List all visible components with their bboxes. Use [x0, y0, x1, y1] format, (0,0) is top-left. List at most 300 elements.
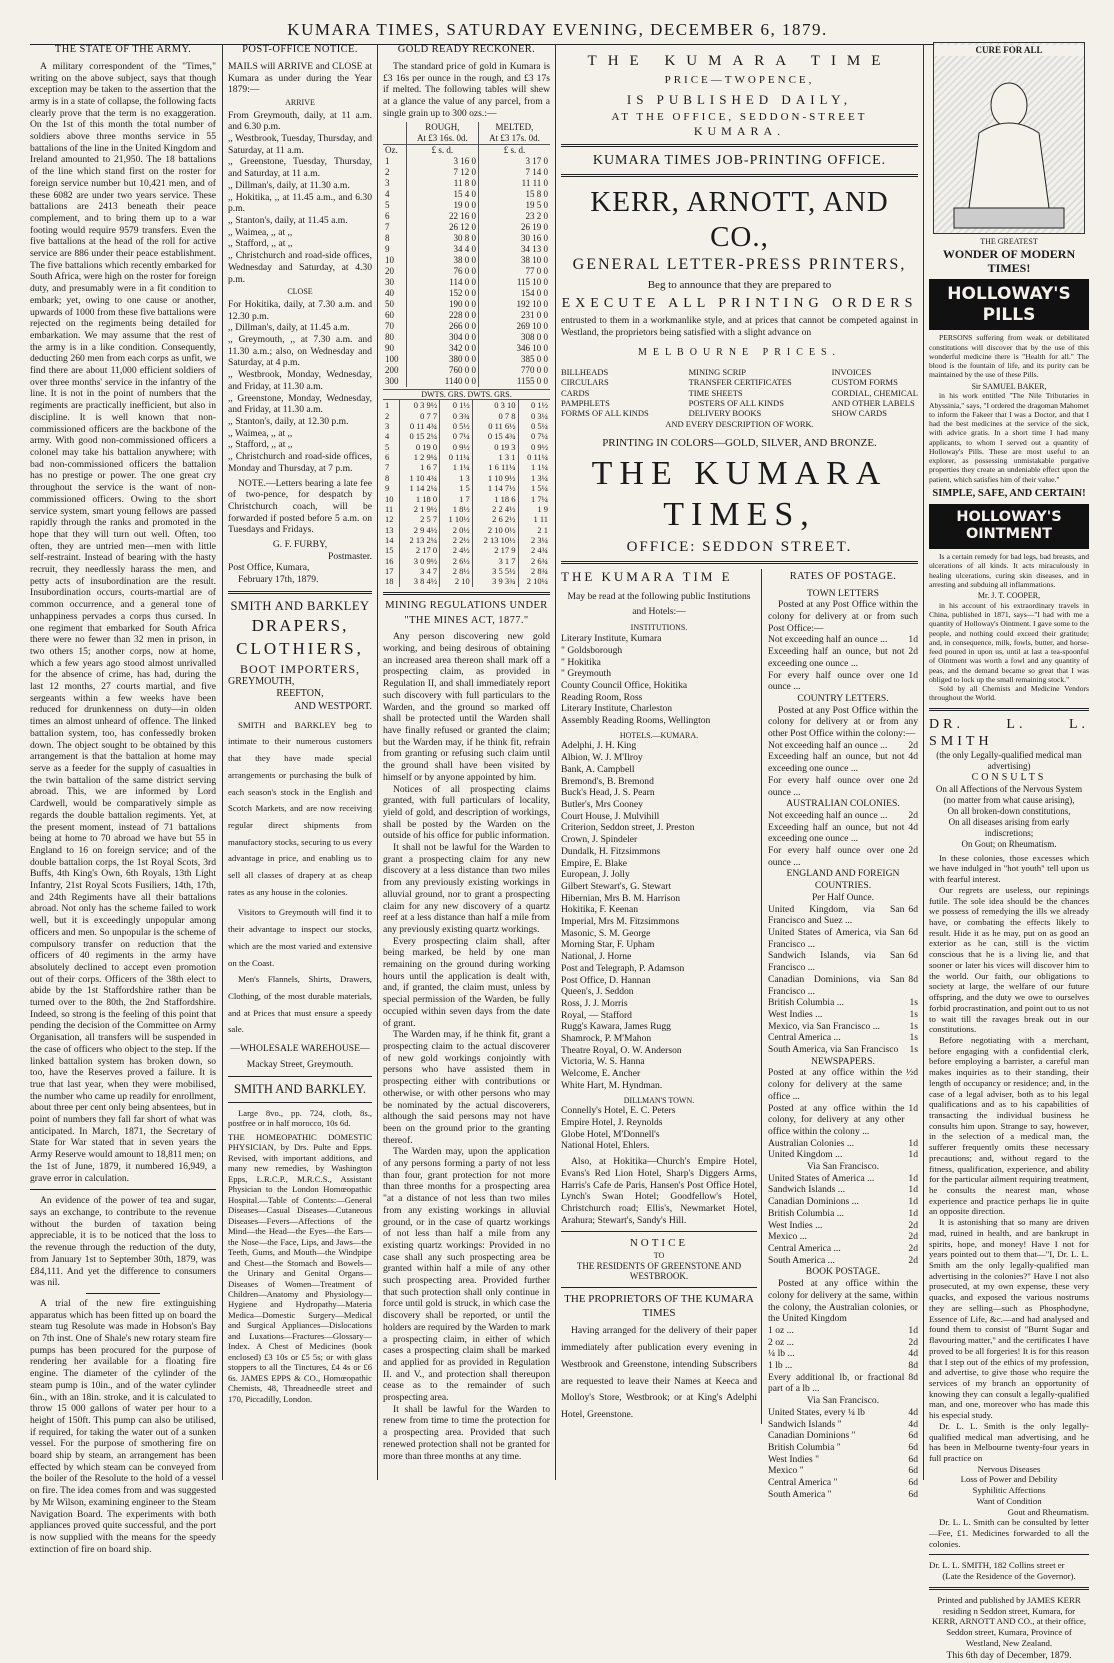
gold-cell: 30 16 0 [478, 233, 550, 244]
gold-dwt-cell: 1 3¼ [518, 473, 550, 483]
print-items [561, 367, 918, 419]
gold-cell: 152 0 0 [406, 288, 478, 299]
hotel-item: Hibernian, Mrs B. M. Harrison [561, 892, 681, 904]
column-rule [555, 44, 556, 1480]
postage-row [768, 927, 918, 950]
gold-dwt-cell: 1 11 [518, 514, 550, 524]
gold-row [383, 233, 550, 244]
postage-rate: 1s [909, 1044, 918, 1056]
gold-dwt-cell: 1 6 11¼ [472, 462, 518, 472]
postage-row [768, 1103, 918, 1138]
gold-table: ROUGH, At £3 16s. 0d. MELTED, At £3 17s. 0d. Oz. £ s. d. £ s. d. 1 3 16 0 3 17 0 2 7 12 0 7 14 0 3 11 8 0 11 11 0 4 15 4 0 15 8 0 5 19 0 0 19 5 0 6 22 16 0 23 2 0 7 26 12 0 26 19 0 8 30 8 0 30 16 0 9 34 4 0 34 13 0 10 38 0 0 38 10 0 20 76 0 0 77 0 0 30 114 0 0 115 10 0 40 152 0 0 154 0 0 50 190 0 0 192 10 0 60 228 0 0 231 0 0 70 266 0 0 269 10 0 80 304 0 0 308 0 0 90 342 0 0 346 10 0 100 380 0 0 385 0 0 200 760 0 0 770 0 0 300 1140 0 0 1155 0 0 [385, 122, 548, 386]
smith-loc1: GREYMOUTH, [228, 676, 295, 688]
hotel-item: Post and Telegraph, P. Adamson [561, 962, 685, 974]
gold-dwt-row [383, 483, 550, 493]
postage-rate: 1s [909, 997, 918, 1009]
gold-dwt-cell: 18 [385, 576, 394, 587]
smith-clothiers: CLOTHIERS, [236, 638, 364, 658]
gold-dwt-cell: 12 [385, 514, 394, 525]
postage-row [768, 646, 918, 669]
mining-paragraph: It shall not be lawful for the Warden to grant a prospecting claim for any new discovery at a less distance than two miles from any previously existing workings in alluvial ground, nor to grant a prospecting claim for any new discovery of a quartz reef at a less distance than half a mile from any previously existing quartz workings. [383, 842, 550, 935]
gold-cell: 22 16 0 [406, 211, 478, 222]
postage-heading: ENGLAND AND FOREIGN COUNTRIES. [786, 868, 900, 892]
postage-desc: Posted at any office within the colony for delivery at the same office ... [768, 1067, 902, 1102]
print-item: MINING SCRIP [688, 367, 746, 378]
postage-rate: 6d [908, 1441, 918, 1453]
dillman-item: Connelly's Hotel, E. C. Peters [561, 1105, 676, 1117]
hotel-item: Empire, E. Blake [561, 857, 628, 869]
postage-row [768, 1067, 918, 1102]
gold-dwt-cell: 0 9½ [518, 442, 550, 452]
smith-title: SMITH AND BARKLEY [230, 598, 370, 613]
postage-desc: United States of America, via San Francisco ... [768, 927, 905, 950]
gold-cell: 3 17 0 [478, 156, 550, 167]
gold-cell: 346 10 0 [478, 343, 550, 354]
gold-cell: 2 [385, 167, 390, 178]
gold-dwt-row [383, 576, 550, 586]
kerr-title: KERR, ARNOTT, AND CO., [590, 185, 889, 254]
gold-dwt-cell: 0 11¼ [518, 452, 550, 462]
postage-rate: 2d [908, 1254, 918, 1266]
gold-dwt-cell: 1 9 [518, 504, 550, 514]
kerr-body: entrusted to them in a workmanlike style, and at prices that cannot be competed against in Westland, the proprietors being satisfied with a slight advance on [561, 315, 918, 339]
postage-intro: Posted at any Post Office within the colony for delivery at or from any other Post Office within the colony:— [768, 704, 918, 740]
gold-dwt-cell: 2 6½ [440, 556, 473, 566]
gold-dwt-row [383, 535, 550, 545]
oint-body: Is a certain remedy for bad legs, bad breasts, and ulcerations of all kinds. It acts miraculously in healing ulcerations, curing skin diseases, and in arresting and subduing all inflammations. [929, 552, 1089, 589]
postage-rate: 6d [908, 1488, 918, 1500]
postage-rate: 1s [909, 1008, 918, 1020]
gold-row [383, 343, 550, 354]
gold-cell: 30 8 0 [406, 233, 478, 244]
gold-dwt-cell: 1 6 7 [399, 462, 440, 472]
mining-title: MINING REGULATIONS UNDER [385, 599, 548, 611]
postage-desc: 1 oz ... [768, 1324, 794, 1336]
gold-row [383, 222, 550, 233]
hotel-item: Bank, A. Campbell [561, 763, 635, 775]
cure-for-all: CURE FOR ALL [934, 45, 1084, 56]
hotel-item: National, J. Horne [561, 951, 632, 963]
gold-dwt-cell: 1 10 4¾ [399, 473, 440, 483]
postage-rate: ½d [906, 1067, 918, 1079]
postage-row [768, 950, 918, 973]
gold-cell: 70 [385, 320, 394, 331]
postage-row [768, 1255, 918, 1267]
postage-rate: 1d [908, 1137, 918, 1149]
gold-cell: 3 16 0 [406, 156, 478, 167]
gold-row [383, 310, 550, 321]
simple-safe: SIMPLE, SAFE, AND CERTAIN! [932, 487, 1086, 499]
inst-also: Also, at Hokitika—Church's Empire Hotel, Evans's Red Lion Hotel, Sharp's Diggers Arms, Harris's Cafe de Paris, Hansen's Post Office Hotel, Lynch's Swan Hotel; Goodfellow's Hotel, Christchurch road; Ellis's, Newmarket Hotel, Arahura; Stewart's, Sandy's Hill. [561, 1156, 757, 1226]
close-item: ,, Greenstone, Monday, Wednesday, and Friday, at 11.30 a.m. [228, 392, 372, 416]
close-heading: CLOSE [287, 287, 313, 297]
gold-dwt-cell: 0 3 9½ [399, 400, 440, 410]
gold-dwt-cell: 2 4¾ [518, 545, 550, 555]
arrive-item: From Greymouth, daily, at 11 a.m. and 6.30 p.m. [228, 109, 372, 133]
tea-paragraph: An evidence of the power of tea and sugar, says an exchange, to contribute to the revenue without the burden of taxation being appreciable, it is to be noticed that the loss to the revenue through the reduction of the duty, from January 1st to September 30th, 1879, was £84,111. And yet the difference to consumers was nil. [30, 1195, 216, 1289]
gold-intro: The standard price of gold in Kumara is £3 16s per ounce in the rough, and £3 17s if melted. The following tables will shew at a glance the value of any parcel, from a single grain up to 300 ozs.:— [383, 60, 550, 119]
hotel-item: Victoria, W. S. Hanna [561, 1056, 645, 1068]
gold-dwt-cell: 1 7 [440, 494, 473, 504]
postage-rate: 4d [908, 751, 918, 763]
print-item: INVOICES [831, 367, 872, 378]
gold-dwt-cell: 2 3¼ [518, 535, 550, 545]
postage-row [768, 751, 918, 774]
gold-cell: 23 2 0 [478, 211, 550, 222]
postage-rate: 4d [908, 1418, 918, 1430]
gold-dwt-cell: 2 8¾ [518, 566, 550, 576]
greatest: THE GREATEST [980, 237, 1038, 246]
dillman-item: Empire Hotel, J. Reynolds [561, 1117, 663, 1129]
hotel-item: Butler's, Mrs Cooney [561, 799, 643, 810]
postage-desc: United States of America ... [768, 1172, 875, 1184]
postage-row [768, 1477, 918, 1489]
postage-desc: West Indies ... [768, 1219, 823, 1231]
gold-dwt-cell: 2 1 [518, 525, 550, 535]
postage-rate: 1d [908, 1184, 918, 1196]
gold-cell: 4 [385, 189, 390, 200]
gold-dwt-cell: 1 7¼ [518, 494, 550, 504]
gold-cell: 38 10 0 [478, 255, 550, 266]
postage-row [768, 1360, 918, 1372]
postage-row [768, 845, 918, 868]
print-item: POSTERS OF ALL KINDS [688, 398, 784, 409]
printed-by: Printed and published by JAMES KERR residing n Seddon street, Kumara, for KERR, ARNOTT AND CO., at their office, Seddon street, Kumara, Province of Westland, New Zealand. [931, 1594, 1087, 1648]
postage-block [764, 569, 918, 1501]
postage-desc: Mexico, via San Francisco ... [768, 1020, 880, 1032]
hotel-item: Albion, W. J. M'Ilroy [561, 752, 643, 764]
gold-cell: 115 10 0 [478, 277, 550, 288]
gold-cell: 10 [385, 254, 394, 265]
smith-loc3: AND WESTPORT. [294, 700, 372, 712]
holloway-ointment-banner: HOLLOWAY'S OINTMENT [929, 504, 1089, 549]
postage-row [768, 1208, 918, 1220]
job-title: KUMARA TIMES JOB-PRINTING OFFICE. [592, 152, 887, 168]
gold-dwt-cell: 2 13 10½ [472, 535, 518, 545]
print-item: AND OTHER LABELS [831, 398, 915, 409]
hotel-item: Morning Star, F. Upham [561, 939, 655, 951]
gold-dwt-cell: 1 10½ [440, 514, 473, 524]
gold-dwt-cell: 0 11¼ [440, 452, 473, 462]
gold-cell: 308 0 0 [478, 332, 550, 343]
mining-paragraph: Notices of all prospecting claims granted, with full particulars of locality, yield of gold, and description of workings, shall be posted by the Warden on the outside of his office for public information. [383, 783, 550, 842]
postage-rate: 4d [908, 821, 918, 833]
drsmith-paragraphs [929, 853, 1089, 1464]
gold-dwt-cell: 1 2 9¼ [399, 452, 440, 462]
gold-dwt-cell: 3 4 7 [399, 566, 440, 576]
drsmith-c1: On all Affections of the Nervous System (no matter from what cause arising), [935, 783, 1083, 805]
postage-row [768, 1419, 918, 1431]
hotel-item: Ross, J. J. Morris [561, 997, 628, 1009]
gold-rows [383, 156, 550, 386]
postage-desc: Not exceeding half an ounce ... [768, 634, 888, 646]
smith-p2: Visitors to Greymouth will find it to their advantage to inspect our stocks, which are the most varied and extensive on the Coast. [228, 907, 372, 968]
postage-rate: 2d [908, 739, 918, 751]
hotel-item: Post Office, D. Hannan [561, 974, 651, 986]
gold-row [383, 156, 550, 167]
gold-dwt-cell: 0 19 3 [472, 442, 518, 452]
postage-row [768, 1442, 918, 1454]
gold-rows-dwts [383, 400, 550, 586]
gold-dwt-cell: 16 [385, 555, 394, 566]
gold-dwt-cell: 2 8½ [440, 566, 473, 576]
mining-subtitle: "THE MINES ACT, 1877." [404, 614, 529, 626]
gold-cell: 19 0 0 [406, 200, 478, 211]
kerr-execute: EXECUTE ALL PRINTING ORDERS [561, 296, 918, 312]
postage-rate: 1s [909, 1032, 918, 1044]
gold-cell: 26 19 0 [478, 222, 550, 233]
postage-desc: Central America " [768, 1477, 838, 1489]
institution-item: Assembly Reading Rooms, Wellington [561, 715, 711, 727]
postage-row [768, 740, 918, 752]
dillman-list [561, 1105, 757, 1152]
melbourne-prices: MELBOURNE PRICES. [637, 346, 842, 358]
print-items-col [561, 367, 649, 419]
arrive-item: ,, Stafford, ,, at ,, [228, 238, 293, 250]
postage-desc: Not exceeding half an ounce ... [768, 739, 888, 751]
times-published: IS PUBLISHED DAILY, [626, 91, 853, 107]
gold-dwt-cell: 2 4½ [440, 545, 473, 555]
drsmith-c2: On all broken-down constitutions, [947, 805, 1071, 816]
gold-cell: 385 0 0 [478, 354, 550, 365]
gold-dwt-cell: 1 1¼ [440, 462, 473, 472]
postage-row [768, 1032, 918, 1044]
postage-desc: South America, via San Francisco [768, 1044, 899, 1056]
postage-desc: For every half ounce over one ounce ... [768, 669, 905, 693]
drsmith-late: (Late the Residence of the Governor). [942, 1571, 1076, 1582]
drsmith-consults: CONSULTS [971, 771, 1047, 783]
gold-dwt-cell: 0 11 4¾ [399, 421, 440, 431]
gold-dwt-cell: 2 1 9½ [399, 504, 440, 514]
gold-cell: 11 8 0 [406, 178, 478, 189]
gold-dwt-cell: 0 1½ [440, 400, 473, 410]
hotel-item: Royal, — Stafford [561, 1009, 632, 1021]
gold-dwt-cell: 0 7 7 [399, 411, 440, 421]
postage-row [768, 1348, 918, 1360]
proprietors-title: THE PROPRIETORS OF THE KUMARA TIMES [564, 1293, 754, 1319]
postage-desc: South America " [768, 1488, 832, 1500]
arrive-list [228, 110, 372, 286]
postage-heading: BOOK POSTAGE. [805, 1266, 881, 1278]
army-title: THE STATE OF THE ARMY. [54, 44, 192, 55]
close-item: ,, Greymouth, ,, at 7.30 a.m. and 11.30 a.m.; also, on Wednesday and Saturday, at 4 p.m. [228, 334, 372, 369]
postage-heading: Via San Francisco. [806, 1395, 880, 1407]
postage-row [768, 1407, 918, 1419]
baker: Sir SAMUEL BAKER, [971, 381, 1047, 391]
postage-rate: 8d [908, 1371, 918, 1383]
postage-rate: 2d [908, 1231, 918, 1243]
gold-dwt-cell: 0 7 8 [472, 411, 518, 421]
hotel-list [561, 740, 757, 1091]
gold-dwt-cell: 2 0½ [440, 525, 473, 535]
hotel-item: Buck's Head, J. S. Pearn [561, 787, 655, 799]
gold-dwt-cell: 1 5¼ [518, 483, 550, 493]
column-rule [923, 44, 924, 1480]
hotel-item: Theatre Royal, O. W. Anderson [561, 1044, 682, 1056]
postage-row [768, 1138, 918, 1150]
gold-dwt-cell: 3 5 5½ [472, 566, 518, 576]
postage-rate: 6d [908, 903, 918, 915]
arrive-item: ,, Hokitika, ,, at 11.45 a.m., and 6.30 p.m. [228, 191, 372, 215]
postage-rate: 1d [908, 1172, 918, 1184]
postage-rate: 4d [908, 1348, 918, 1360]
gold-cell: 342 0 0 [406, 343, 478, 354]
gold-cell: 190 0 0 [406, 299, 478, 310]
gold-dwt-cell: 9 [385, 483, 390, 494]
gold-cell: 26 12 0 [406, 222, 478, 233]
print-colors: PRINTING IN COLORS—GOLD, SILVER, AND BRONZE. [602, 437, 877, 450]
gold-dwt-cell: 1 14 2¼ [399, 483, 440, 493]
drsmith-c3: On all diseases arising from early indiscretions; [948, 816, 1070, 838]
postage-desc: British Columbia ... [768, 997, 844, 1009]
arrive-item: ,, Waimea, ,, at ,, [228, 226, 293, 238]
postage-row [768, 1021, 918, 1033]
postage-desc: 1 lb ... [768, 1360, 793, 1372]
postage-rate: 6d [908, 1465, 918, 1477]
gold-cell: 1 [385, 156, 390, 167]
gold-dwt-cell: 1 18 6 [472, 494, 518, 504]
postage-row [768, 1231, 918, 1243]
gold-cell: 100 [385, 353, 399, 364]
postage-rate: 6d [908, 1430, 918, 1442]
times-office: OFFICE: SEDDON STREET. [626, 538, 853, 555]
hotel-item: Welcome, E. Ancher [561, 1068, 641, 1080]
gold-dwt-cell: 0 15 2¼ [399, 431, 440, 441]
arrive-item: ,, Christchurch and road-side offices, Wednesday and Saturday, at 4.30 p.m. [228, 250, 372, 285]
gold-row [383, 365, 550, 376]
gold-cell: 380 0 0 [406, 354, 478, 365]
arrive-item: ,, Greenstone, Tuesday, Thursday, and Saturday, at 11 a.m. [228, 156, 372, 180]
gold-cell: 6 [385, 211, 390, 222]
postage-row [768, 1243, 918, 1255]
sold-by: Sold by all Chemists and Medicine Vendors throughout the World. [929, 684, 1089, 703]
gold-title: GOLD READY RECKONER. [397, 44, 536, 55]
pills-body: PERSONS suffering from weak or debilitated constitutions will discover that by the use of this wonderful medicine there is "Health for all." The blood is the fountain of life, and its purity can be maintained by the use of these Pills. [929, 333, 1089, 380]
gold-dwt-cell: 1 [385, 400, 390, 411]
gold-table-dwts [383, 400, 550, 586]
smith-drapers: DRAPERS, [251, 616, 349, 636]
hotel-item: Queen's, J. Seddon [561, 986, 634, 998]
drsmith-gr: Gout and Rheumatism. [1007, 1506, 1089, 1517]
mining-paragraph: It shall be lawful for the Warden to renew from time to time the protection for a prospecting area. Provided that such renewed protection shall not be granted for more than three months at any time. [383, 1403, 550, 1462]
postage-desc: For every half ounce over one ounce ... [768, 774, 905, 798]
postage-rate: 2d [908, 1242, 918, 1254]
institution-item: " Hokitika [561, 656, 601, 668]
gold-row [383, 266, 550, 277]
gold-row [383, 288, 550, 299]
drsmith-c4: On Gout; on Rheumatism. [961, 838, 1057, 849]
hotel-item: Adelphi, J. H. King [561, 740, 637, 752]
times-price: PRICE—TWOPENCE, [664, 74, 815, 87]
print-item: CARDS [561, 387, 590, 398]
fire-paragraph: A trial of the new fire extinguishing apparatus which has been fitted up on board the steam tug Resolute was made in Hobson's Bay on 7th inst. One of Shale's new rotary steam fire pumps has been procured for the purpose of rendering her available for a floating fire engine. The diameter of the cylinder of the steam pump is 10in., and of the water cylinder 6in., with an 18in. stroke, and it is calculated to throw 15 000 gallons of water per hour to a height of 150ft. This pump can also be utilised, if required, for taking the water out of a sunken vessel. For the purpose of smothering fire on board ship by steam, an arrangement has been effected by which steam can be conveyed from the boiler of the Resolute to the hold of a vessel on fire. The idea comes from and was suggested by Mr Wilson, examining engineer to the Steam Navigation Board. The experiments with both appliances proved quite successful, and the port is now supplied with the means for the speedy extinction of fire on board ship. [30, 1297, 216, 1555]
kerr-beg: Beg to announce that they are prepared to [647, 278, 832, 291]
gold-dwt-cell: 1 1¼ [518, 462, 550, 472]
postage-desc: Central America ... [768, 1242, 841, 1254]
postage-rate: 2d [908, 1336, 918, 1348]
gold-cell: 11 11 0 [478, 178, 550, 189]
gold-row [383, 200, 550, 211]
homeo-price: Large 8vo., pp. 724, cloth, 8s., postfree or in half morocco, 10s 6d. [228, 1107, 372, 1129]
postage-desc: 2 oz ... [768, 1336, 794, 1348]
postage-desc: United Kingdom ... [768, 1149, 843, 1161]
print-item: PAMPHLETS [561, 398, 610, 409]
postage-row [768, 974, 918, 997]
postage-intro: Posted at any office within the colony for delivery at the same, within the colony, the Australian colonies, or the United Kingdom [768, 1278, 918, 1325]
gold-dwt-cell: 1 14 7½ [472, 483, 518, 493]
drsmith-consult: Dr. L. L. Smith can be consulted by letter—Fee, £1. Medicines forwarded to all the colonies. [929, 1517, 1089, 1549]
inst-list [561, 633, 757, 727]
postage-rate: 1d [908, 1324, 918, 1336]
close-item: ,, Westbrook, Monday, Wednesday, and Friday, at 11.30 a.m. [228, 369, 372, 392]
gold-dwt-row [383, 556, 550, 566]
gold-row [383, 211, 550, 222]
drsmith-paragraph: Our regrets are useless, our repinings futile. The sole idea should be the chances we possess of remedying the ills we already have, or combating the effects likely to result. Hide it as he may, put on as good an exterior as he can, still is the victim conscious that he is a living lie, and that sooner or later his vices will discover him to the world. Our faith, our obligations to society at large, the welfare of our future offspring, and the duty we owe to ourselves forbid procrastination, and point out to us not to wait till the ravages break out in our constitutions. [929, 884, 1089, 1035]
postage-row [768, 1044, 918, 1056]
times-column [561, 42, 918, 1500]
post-column [228, 42, 372, 1482]
gold-dwt-cell: 0 19 0 [399, 442, 440, 452]
gold-cell: 114 0 0 [406, 277, 478, 288]
gold-dwt-row [383, 473, 550, 483]
gold-cell: 192 10 0 [478, 299, 550, 310]
postage-row [768, 1149, 918, 1161]
gold-cell: 9 [385, 243, 390, 254]
every-description: AND EVERY DESCRIPTION OF WORK. [665, 418, 814, 429]
gold-cell: 15 8 0 [478, 189, 550, 200]
gold-dwt-cell: 2 10 [440, 576, 473, 586]
post-date: February 17th, 1879. [238, 574, 319, 586]
gold-dwt-cell: 2 2 4½ [472, 504, 518, 514]
holloway-engraving [933, 42, 1085, 234]
postage-row [768, 810, 918, 822]
baker-body: in his work entitled "The Nile Tributaries in Abyssinia," says, "I ordered the dragoman Mahomet to inform the Fakeer that I was a Doctor, and that I had the best medicines at the service of the sick, with advice gratis. In a short time I had many applicants, to whom I served out a quantity of Holloway's Pills. These are most useful to an explorer, as possessing unmistakable purgative properties they create an undeniable effect upon the patient, which satisfies him of their value." [929, 391, 1089, 484]
gold-dwt-cell: 0 3 10 [472, 400, 518, 410]
post-sign: G. F. FURBY, [272, 539, 328, 551]
arrive-item: ,, Westbrook, Tuesday, Thursday, and Saturday, at 11 a.m. [228, 133, 372, 156]
gold-cell: 19 5 0 [478, 200, 550, 211]
gold-cell: 1140 0 0 [406, 376, 478, 387]
postage-desc: South America ... [768, 1254, 835, 1266]
postage-desc: Mexico " [768, 1465, 804, 1477]
hotel-item: Imperial, Mrs M. Fitzsimmons [561, 916, 680, 928]
institution-item: Reading Room, Ross [561, 691, 643, 703]
gold-row [383, 332, 550, 343]
print-item: CIRCULARS [561, 377, 609, 388]
postage-desc: Canadian Dominions, via San Francisco ... [768, 973, 905, 997]
institution-item: County Council Office, Hokitika [561, 679, 688, 691]
print-item: TIME SHEETS [688, 387, 743, 398]
close-item: ,, Dillman's, daily, at 11.45 a.m. [228, 322, 350, 334]
gold-dwt-cell: 0 5¼ [518, 421, 550, 431]
postage-row [768, 1173, 918, 1185]
gold-dwt-cell: 2 5 7 [399, 514, 440, 524]
gold-dwt-cell: 0 3¼ [518, 411, 550, 421]
gold-dwt-cell: 3 1 7 [472, 556, 518, 566]
close-item: ,, Christchurch and road-side offices, Monday and Thursday, at 7 p.m. [228, 451, 372, 474]
postage-subheading: Per Half Ounce. [811, 891, 875, 903]
postage-heading: TOWN LETTERS [806, 587, 880, 599]
gold-dwt-row [383, 504, 550, 514]
gold-dwt-cell: 3 8 4½ [399, 576, 440, 586]
inst-title: THE KUMARA TIM E [561, 568, 733, 584]
postage-desc: Exceeding half an ounce, but not exceeding one ounce ... [768, 751, 905, 775]
postage-row [768, 670, 918, 693]
postage-rate: 1d [908, 1149, 918, 1161]
gold-dwt-cell: 0 1½ [518, 400, 550, 410]
gold-dwt-cell: 2 9 4½ [399, 525, 440, 535]
postage-row [768, 1454, 918, 1466]
